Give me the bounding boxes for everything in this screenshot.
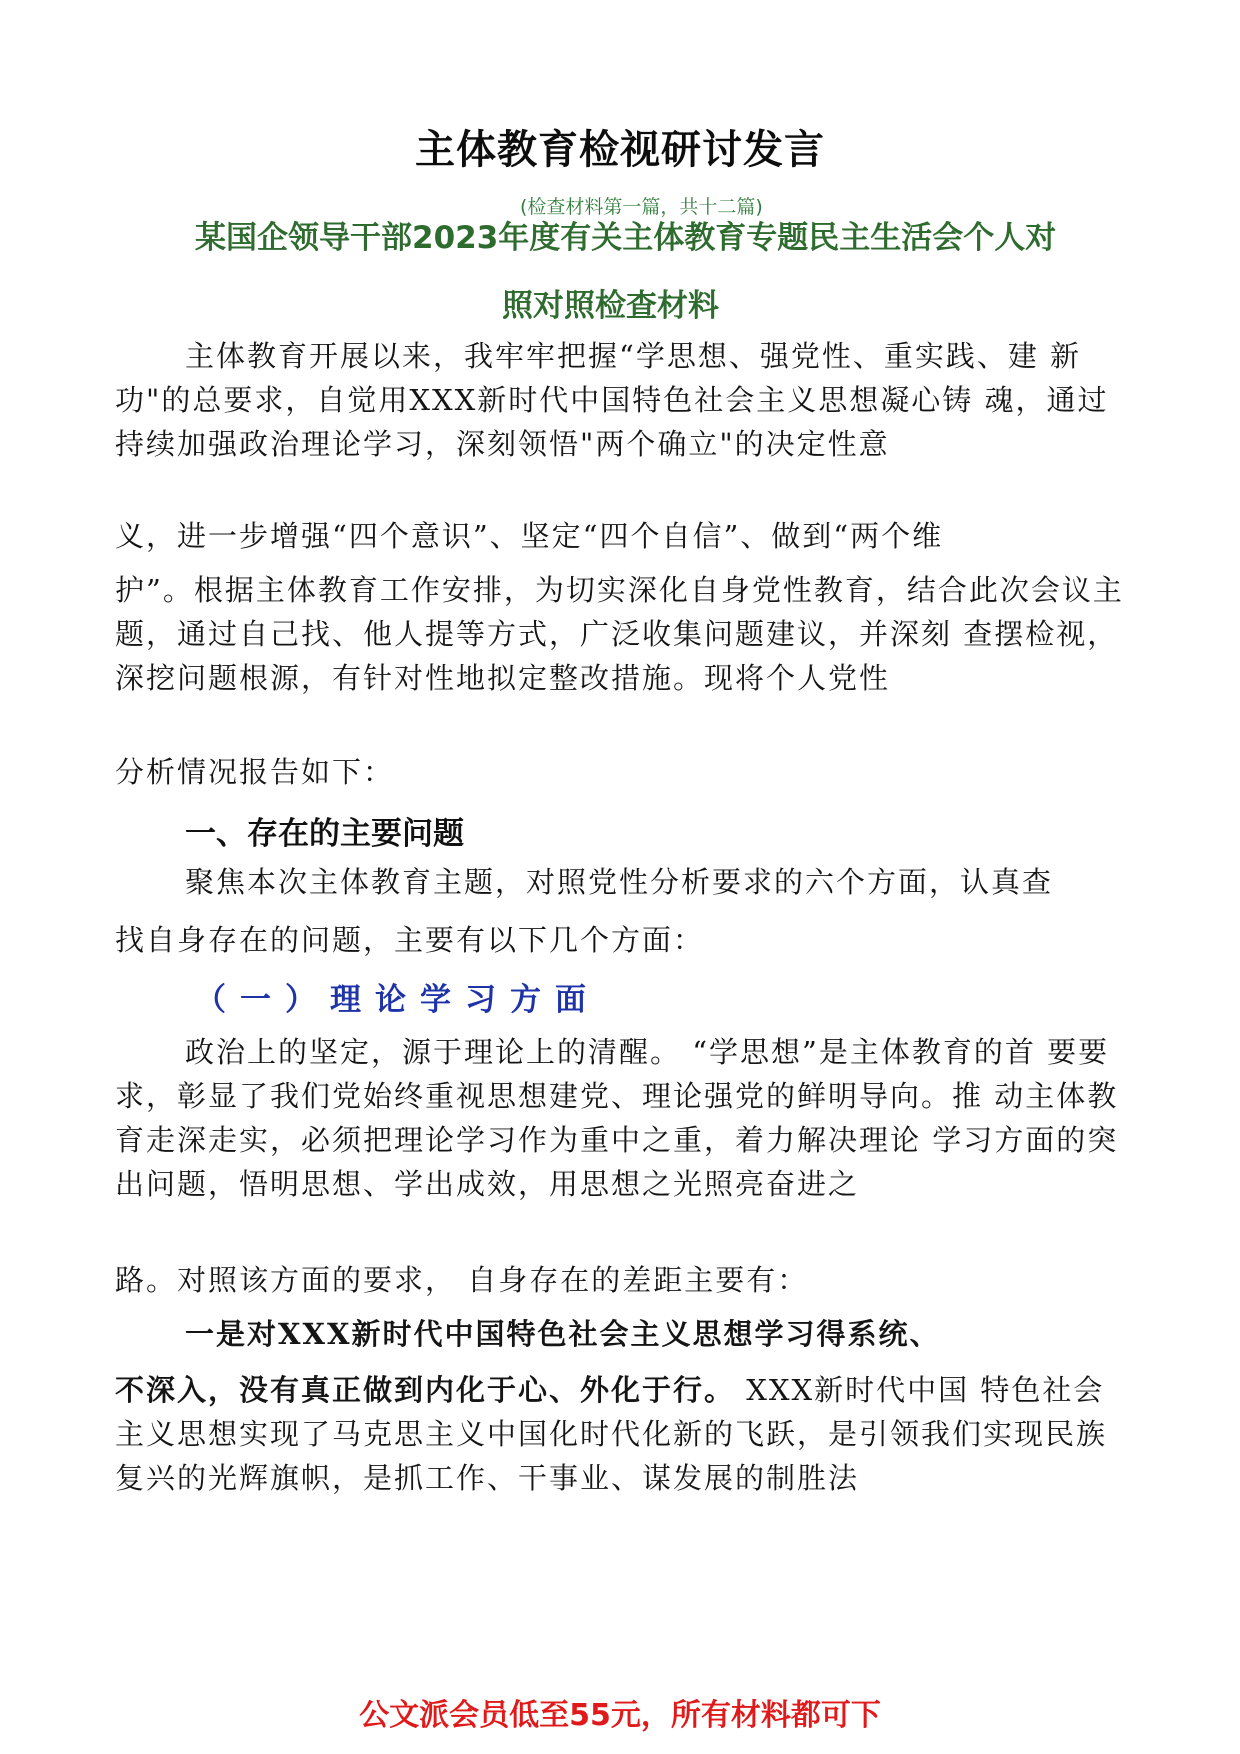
point-one-body <box>115 1368 1125 1500</box>
green-heading-line2: 照对照检查材料 <box>502 288 719 324</box>
paragraph-report: 分析情况报告如下： <box>115 755 395 789</box>
paragraph-intro: 主体教育开展以来，我牢牢把握“学思想、强党性、重实践、建 新功"的总要求，自觉用XXX新时代中国特色社会主义思想凝心铸 魂，通过持续加强政治理论学习，深刻领悟"两个确立"的决定性意 <box>115 339 1109 461</box>
paragraph-focus: 聚焦本次主体教育主题，对照党性分析要求的六个方面，认真查 <box>185 865 1054 899</box>
document-subnote: (检查材料第一篇，共十二篇) <box>520 196 763 218</box>
point-one-bold: 不深入，没有真正做到内化于心、外化于行。 <box>115 1373 736 1407</box>
paragraph-arrangement: 护”。根据主体教育工作安排，为切实深化自身党性教育，结合此次会议主题，通过自己找、他人提等方式，广泛收集问题建议，并深刻 查摆检视，深挖问题根源，有针对性地拟定整改措施。现将个人党性 <box>115 573 1124 695</box>
point-one-heading: 一是对XXX新时代中国特色社会主义思想学习得系统、 <box>185 1317 941 1351</box>
paragraph-focus-cont: 找自身存在的问题，主要有以下几个方面： <box>115 923 705 957</box>
point-one-rest: XXX新时代中国 特色社会主义思想实现了马克思主义中国化时代化新的飞跃，是引领我们实现民族复兴的光辉旗帜，是抓工作、干事业、谋发展的制胜法 <box>115 1373 1108 1495</box>
paragraph-gap: 路。对照该方面的要求， 自身存在的差距主要有： <box>115 1263 809 1297</box>
section-heading-problems: 一、存在的主要问题 <box>185 816 464 852</box>
green-heading-line1: 某国企领导干部2023年度有关主体教育专题民主生活会个人对 <box>195 220 1057 256</box>
document-title: 主体教育检视研讨发言 <box>415 127 825 173</box>
paragraph-intro-cont: 义，进一步增强“四个意识”、坚定“四个自信”、做到“两个维 <box>115 519 944 553</box>
footer-promo: 公文派会员低至55元，所有材料都可下 <box>359 1698 881 1733</box>
paragraph-theory: 政治上的坚定，源于理论上的清醒。 “学思想”是主体教育的首 要要求，彰显了我们党始终重视思想建党、理论强党的鲜明导向。推 动主体教育走深走实，必须把理论学习作为重中之重，着力解决理论 学习方面的突出问题，悟明思想、学出成效，用思想之光照亮奋进之 <box>115 1035 1119 1201</box>
subsection-heading-theory: （一）理论学习方面 <box>195 982 600 1018</box>
